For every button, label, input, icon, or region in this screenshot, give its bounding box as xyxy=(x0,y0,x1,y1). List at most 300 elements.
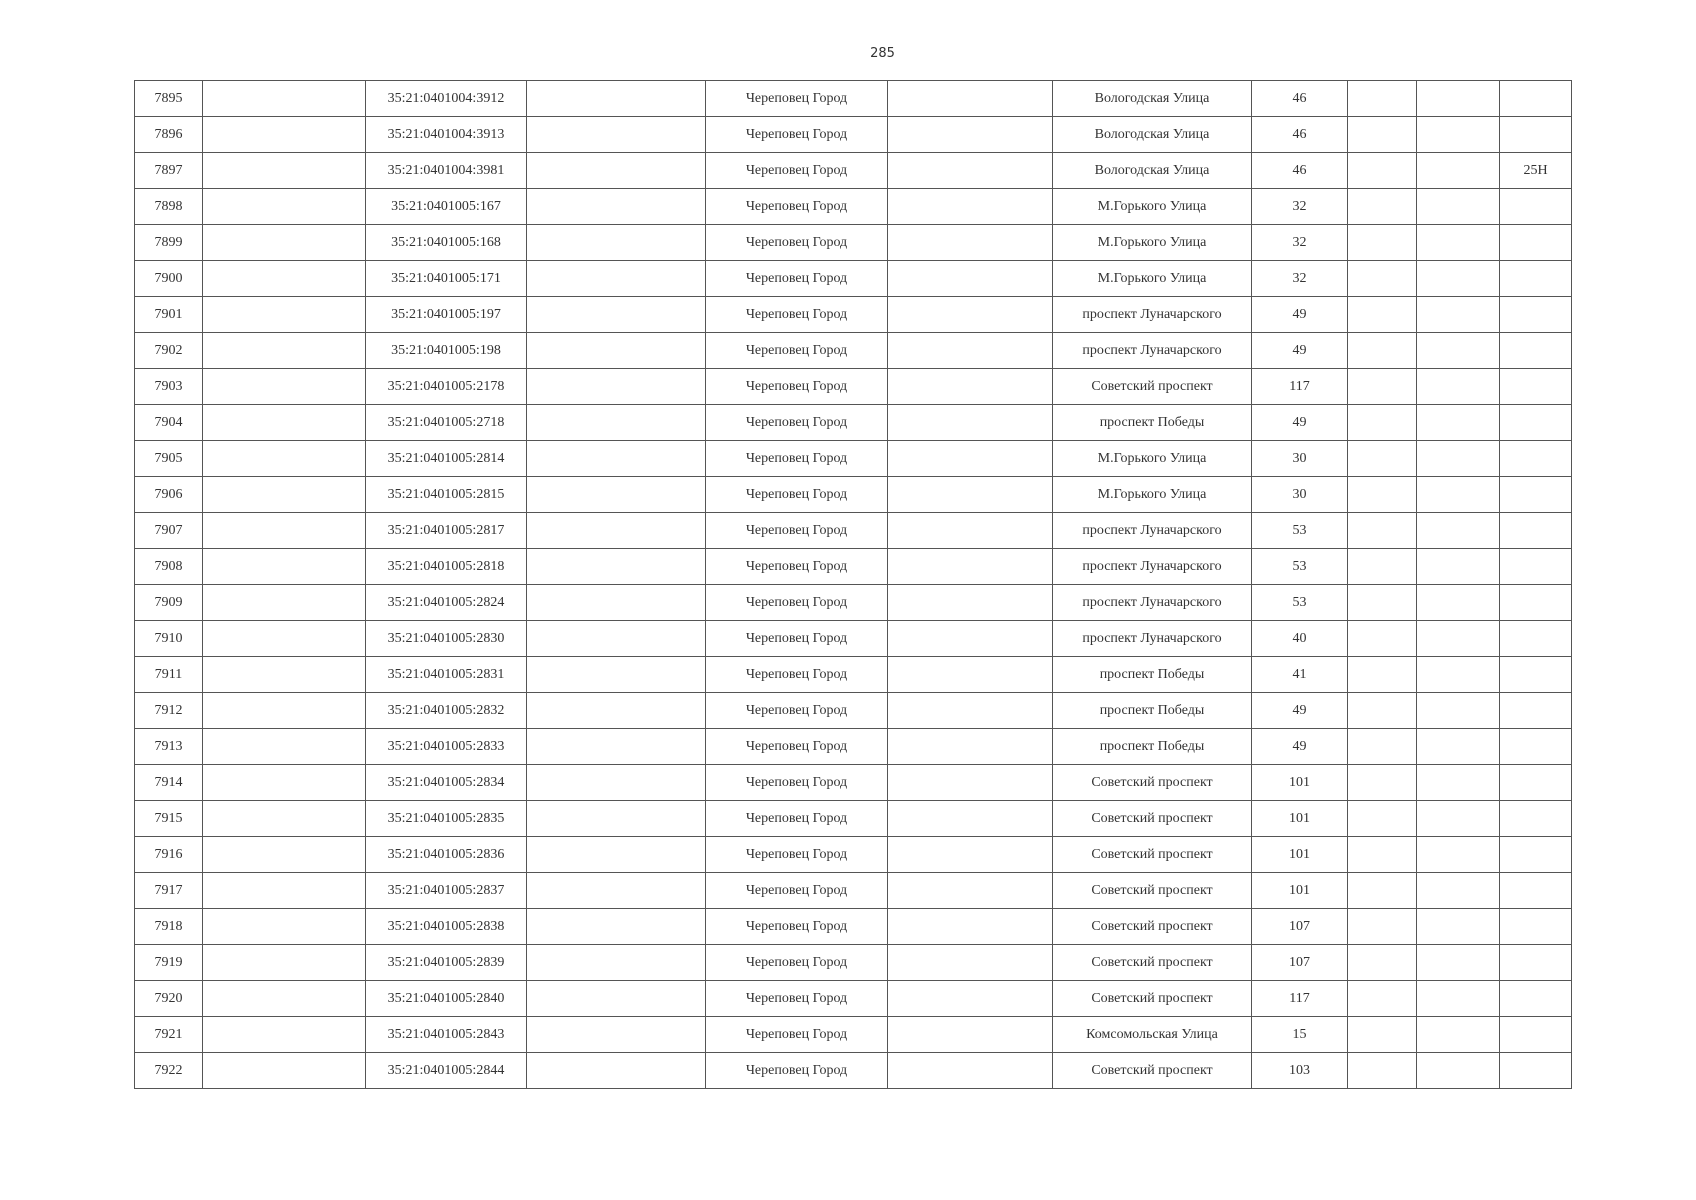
table-row xyxy=(135,1053,1572,1089)
empty-cell xyxy=(888,873,1053,909)
cadastral-number-cell: 35:21:0401005:2834 xyxy=(366,765,527,801)
row-number-cell: 7911 xyxy=(135,657,203,693)
house-number-cell: 49 xyxy=(1252,405,1348,441)
empty-cell xyxy=(888,1017,1053,1053)
row-number-cell: 7901 xyxy=(135,297,203,333)
house-number-cell: 32 xyxy=(1252,261,1348,297)
city-cell: Череповец Город xyxy=(706,225,888,261)
cadastral-number-cell: 35:21:0401005:2833 xyxy=(366,729,527,765)
empty-cell xyxy=(527,297,706,333)
row-number-cell: 7912 xyxy=(135,693,203,729)
unit-cell xyxy=(1500,405,1572,441)
empty-cell xyxy=(203,153,366,189)
empty-cell xyxy=(1348,549,1417,585)
city-cell: Череповец Город xyxy=(706,873,888,909)
empty-cell xyxy=(203,801,366,837)
table-row xyxy=(135,261,1572,297)
house-number-cell: 41 xyxy=(1252,657,1348,693)
empty-cell xyxy=(1348,873,1417,909)
empty-cell xyxy=(1417,729,1500,765)
empty-cell xyxy=(203,981,366,1017)
empty-cell xyxy=(1417,333,1500,369)
unit-cell xyxy=(1500,477,1572,513)
city-cell: Череповец Город xyxy=(706,513,888,549)
table-row xyxy=(135,369,1572,405)
table-row xyxy=(135,297,1572,333)
cadastral-number-cell: 35:21:0401005:171 xyxy=(366,261,527,297)
street-cell: Советский проспект xyxy=(1053,801,1252,837)
table-row xyxy=(135,549,1572,585)
unit-cell xyxy=(1500,297,1572,333)
unit-cell xyxy=(1500,621,1572,657)
empty-cell xyxy=(527,225,706,261)
city-cell: Череповец Город xyxy=(706,1053,888,1089)
city-cell: Череповец Город xyxy=(706,477,888,513)
house-number-cell: 101 xyxy=(1252,765,1348,801)
empty-cell xyxy=(1417,117,1500,153)
unit-cell xyxy=(1500,333,1572,369)
row-number-cell: 7905 xyxy=(135,441,203,477)
city-cell: Череповец Город xyxy=(706,1017,888,1053)
row-number-cell: 7922 xyxy=(135,1053,203,1089)
table-row xyxy=(135,477,1572,513)
empty-cell xyxy=(1417,837,1500,873)
row-number-cell: 7897 xyxy=(135,153,203,189)
empty-cell xyxy=(527,981,706,1017)
street-cell: проспект Победы xyxy=(1053,405,1252,441)
empty-cell xyxy=(888,1053,1053,1089)
empty-cell xyxy=(527,945,706,981)
unit-cell xyxy=(1500,693,1572,729)
empty-cell xyxy=(203,1017,366,1053)
city-cell: Череповец Город xyxy=(706,549,888,585)
unit-cell xyxy=(1500,945,1572,981)
empty-cell xyxy=(203,909,366,945)
unit-cell xyxy=(1500,837,1572,873)
empty-cell xyxy=(527,693,706,729)
table-row xyxy=(135,729,1572,765)
empty-cell xyxy=(1417,945,1500,981)
street-cell: М.Горького Улица xyxy=(1053,225,1252,261)
street-cell: Вологодская Улица xyxy=(1053,153,1252,189)
house-number-cell: 32 xyxy=(1252,225,1348,261)
street-cell: проспект Луначарского xyxy=(1053,513,1252,549)
empty-cell xyxy=(888,585,1053,621)
table-row xyxy=(135,909,1572,945)
city-cell: Череповец Город xyxy=(706,297,888,333)
empty-cell xyxy=(1348,657,1417,693)
row-number-cell: 7913 xyxy=(135,729,203,765)
page-number: 285 xyxy=(870,46,895,61)
empty-cell xyxy=(1348,1017,1417,1053)
empty-cell xyxy=(527,801,706,837)
empty-cell xyxy=(1417,189,1500,225)
house-number-cell: 49 xyxy=(1252,729,1348,765)
city-cell: Череповец Город xyxy=(706,189,888,225)
property-registry-table xyxy=(134,80,1572,1089)
house-number-cell: 107 xyxy=(1252,945,1348,981)
empty-cell xyxy=(203,261,366,297)
table-row xyxy=(135,1017,1572,1053)
row-number-cell: 7916 xyxy=(135,837,203,873)
table-row xyxy=(135,333,1572,369)
row-number-cell: 7914 xyxy=(135,765,203,801)
empty-cell xyxy=(888,441,1053,477)
empty-cell xyxy=(1348,621,1417,657)
unit-cell xyxy=(1500,981,1572,1017)
empty-cell xyxy=(888,729,1053,765)
empty-cell xyxy=(888,513,1053,549)
empty-cell xyxy=(888,405,1053,441)
street-cell: Советский проспект xyxy=(1053,945,1252,981)
unit-cell xyxy=(1500,657,1572,693)
row-number-cell: 7919 xyxy=(135,945,203,981)
row-number-cell: 7921 xyxy=(135,1017,203,1053)
house-number-cell: 103 xyxy=(1252,1053,1348,1089)
empty-cell xyxy=(1348,585,1417,621)
empty-cell xyxy=(1417,153,1500,189)
cadastral-number-cell: 35:21:0401005:2836 xyxy=(366,837,527,873)
cadastral-number-cell: 35:21:0401005:2830 xyxy=(366,621,527,657)
city-cell: Череповец Город xyxy=(706,153,888,189)
cadastral-number-cell: 35:21:0401004:3912 xyxy=(366,81,527,117)
empty-cell xyxy=(527,117,706,153)
street-cell: проспект Луначарского xyxy=(1053,333,1252,369)
cadastral-number-cell: 35:21:0401005:2817 xyxy=(366,513,527,549)
house-number-cell: 46 xyxy=(1252,117,1348,153)
unit-cell xyxy=(1500,909,1572,945)
unit-cell: 25Н xyxy=(1500,153,1572,189)
empty-cell xyxy=(527,909,706,945)
empty-cell xyxy=(527,81,706,117)
cadastral-number-cell: 35:21:0401005:198 xyxy=(366,333,527,369)
empty-cell xyxy=(1417,477,1500,513)
empty-cell xyxy=(888,261,1053,297)
empty-cell xyxy=(203,621,366,657)
cadastral-number-cell: 35:21:0401005:2178 xyxy=(366,369,527,405)
empty-cell xyxy=(203,513,366,549)
empty-cell xyxy=(203,297,366,333)
city-cell: Череповец Город xyxy=(706,909,888,945)
street-cell: М.Горького Улица xyxy=(1053,441,1252,477)
street-cell: проспект Луначарского xyxy=(1053,297,1252,333)
empty-cell xyxy=(203,333,366,369)
empty-cell xyxy=(1417,297,1500,333)
row-number-cell: 7896 xyxy=(135,117,203,153)
empty-cell xyxy=(203,549,366,585)
cadastral-number-cell: 35:21:0401005:197 xyxy=(366,297,527,333)
empty-cell xyxy=(527,1017,706,1053)
empty-cell xyxy=(888,477,1053,513)
empty-cell xyxy=(1348,477,1417,513)
table-row xyxy=(135,513,1572,549)
row-number-cell: 7910 xyxy=(135,621,203,657)
cadastral-number-cell: 35:21:0401005:2844 xyxy=(366,1053,527,1089)
empty-cell xyxy=(1348,153,1417,189)
table-row xyxy=(135,837,1572,873)
table-row xyxy=(135,801,1572,837)
empty-cell xyxy=(1348,693,1417,729)
street-cell: М.Горького Улица xyxy=(1053,261,1252,297)
unit-cell xyxy=(1500,549,1572,585)
empty-cell xyxy=(527,1053,706,1089)
city-cell: Череповец Город xyxy=(706,693,888,729)
empty-cell xyxy=(527,549,706,585)
street-cell: Советский проспект xyxy=(1053,369,1252,405)
house-number-cell: 30 xyxy=(1252,477,1348,513)
empty-cell xyxy=(888,765,1053,801)
empty-cell xyxy=(1348,981,1417,1017)
house-number-cell: 40 xyxy=(1252,621,1348,657)
empty-cell xyxy=(527,189,706,225)
empty-cell xyxy=(1417,441,1500,477)
empty-cell xyxy=(1348,765,1417,801)
street-cell: Вологодская Улица xyxy=(1053,81,1252,117)
cadastral-number-cell: 35:21:0401005:2831 xyxy=(366,657,527,693)
cadastral-number-cell: 35:21:0401005:2839 xyxy=(366,945,527,981)
empty-cell xyxy=(888,81,1053,117)
street-cell: проспект Победы xyxy=(1053,657,1252,693)
empty-cell xyxy=(527,765,706,801)
empty-cell xyxy=(203,585,366,621)
house-number-cell: 101 xyxy=(1252,837,1348,873)
empty-cell xyxy=(203,693,366,729)
city-cell: Череповец Город xyxy=(706,261,888,297)
unit-cell xyxy=(1500,369,1572,405)
empty-cell xyxy=(888,225,1053,261)
city-cell: Череповец Город xyxy=(706,621,888,657)
unit-cell xyxy=(1500,801,1572,837)
street-cell: проспект Луначарского xyxy=(1053,621,1252,657)
unit-cell xyxy=(1500,225,1572,261)
empty-cell xyxy=(888,297,1053,333)
empty-cell xyxy=(888,369,1053,405)
empty-cell xyxy=(1348,513,1417,549)
house-number-cell: 53 xyxy=(1252,585,1348,621)
empty-cell xyxy=(527,837,706,873)
cadastral-number-cell: 35:21:0401005:2815 xyxy=(366,477,527,513)
street-cell: проспект Луначарского xyxy=(1053,549,1252,585)
unit-cell xyxy=(1500,513,1572,549)
empty-cell xyxy=(203,1053,366,1089)
unit-cell xyxy=(1500,117,1572,153)
empty-cell xyxy=(1417,909,1500,945)
row-number-cell: 7902 xyxy=(135,333,203,369)
row-number-cell: 7917 xyxy=(135,873,203,909)
empty-cell xyxy=(203,837,366,873)
street-cell: Комсомольская Улица xyxy=(1053,1017,1252,1053)
row-number-cell: 7915 xyxy=(135,801,203,837)
row-number-cell: 7900 xyxy=(135,261,203,297)
empty-cell xyxy=(1417,585,1500,621)
street-cell: Советский проспект xyxy=(1053,1053,1252,1089)
table-row xyxy=(135,405,1572,441)
empty-cell xyxy=(888,909,1053,945)
empty-cell xyxy=(1417,621,1500,657)
city-cell: Череповец Город xyxy=(706,441,888,477)
cadastral-number-cell: 35:21:0401004:3913 xyxy=(366,117,527,153)
table-row xyxy=(135,189,1572,225)
empty-cell xyxy=(1348,909,1417,945)
empty-cell xyxy=(1417,81,1500,117)
cadastral-number-cell: 35:21:0401005:2718 xyxy=(366,405,527,441)
empty-cell xyxy=(888,945,1053,981)
empty-cell xyxy=(1348,189,1417,225)
empty-cell xyxy=(203,81,366,117)
empty-cell xyxy=(1348,405,1417,441)
city-cell: Череповец Город xyxy=(706,657,888,693)
house-number-cell: 53 xyxy=(1252,513,1348,549)
empty-cell xyxy=(888,153,1053,189)
empty-cell xyxy=(203,117,366,153)
unit-cell xyxy=(1500,189,1572,225)
empty-cell xyxy=(527,621,706,657)
empty-cell xyxy=(527,513,706,549)
row-number-cell: 7906 xyxy=(135,477,203,513)
cadastral-number-cell: 35:21:0401005:2835 xyxy=(366,801,527,837)
row-number-cell: 7898 xyxy=(135,189,203,225)
empty-cell xyxy=(1348,225,1417,261)
house-number-cell: 101 xyxy=(1252,873,1348,909)
city-cell: Череповец Город xyxy=(706,801,888,837)
empty-cell xyxy=(1417,873,1500,909)
street-cell: М.Горького Улица xyxy=(1053,477,1252,513)
empty-cell xyxy=(527,585,706,621)
street-cell: Советский проспект xyxy=(1053,873,1252,909)
empty-cell xyxy=(203,441,366,477)
empty-cell xyxy=(888,693,1053,729)
street-cell: проспект Победы xyxy=(1053,729,1252,765)
empty-cell xyxy=(203,765,366,801)
empty-cell xyxy=(1348,333,1417,369)
house-number-cell: 101 xyxy=(1252,801,1348,837)
empty-cell xyxy=(203,405,366,441)
empty-cell xyxy=(527,153,706,189)
house-number-cell: 49 xyxy=(1252,333,1348,369)
street-cell: Советский проспект xyxy=(1053,981,1252,1017)
house-number-cell: 117 xyxy=(1252,369,1348,405)
house-number-cell: 46 xyxy=(1252,153,1348,189)
unit-cell xyxy=(1500,261,1572,297)
table-row xyxy=(135,81,1572,117)
empty-cell xyxy=(888,333,1053,369)
empty-cell xyxy=(1417,981,1500,1017)
row-number-cell: 7907 xyxy=(135,513,203,549)
table-row xyxy=(135,981,1572,1017)
row-number-cell: 7904 xyxy=(135,405,203,441)
empty-cell xyxy=(1417,1053,1500,1089)
empty-cell xyxy=(888,117,1053,153)
empty-cell xyxy=(1417,261,1500,297)
house-number-cell: 30 xyxy=(1252,441,1348,477)
city-cell: Череповец Город xyxy=(706,729,888,765)
empty-cell xyxy=(1348,729,1417,765)
empty-cell xyxy=(1348,81,1417,117)
street-cell: Советский проспект xyxy=(1053,765,1252,801)
empty-cell xyxy=(1417,693,1500,729)
house-number-cell: 53 xyxy=(1252,549,1348,585)
cadastral-number-cell: 35:21:0401005:167 xyxy=(366,189,527,225)
empty-cell xyxy=(1417,369,1500,405)
table-row xyxy=(135,945,1572,981)
cadastral-number-cell: 35:21:0401005:2824 xyxy=(366,585,527,621)
table-row xyxy=(135,873,1572,909)
city-cell: Череповец Город xyxy=(706,81,888,117)
unit-cell xyxy=(1500,441,1572,477)
empty-cell xyxy=(1348,1053,1417,1089)
unit-cell xyxy=(1500,585,1572,621)
empty-cell xyxy=(1417,801,1500,837)
empty-cell xyxy=(527,333,706,369)
empty-cell xyxy=(203,657,366,693)
city-cell: Череповец Город xyxy=(706,405,888,441)
empty-cell xyxy=(1417,405,1500,441)
street-cell: проспект Луначарского xyxy=(1053,585,1252,621)
empty-cell xyxy=(203,477,366,513)
city-cell: Череповец Город xyxy=(706,369,888,405)
row-number-cell: 7899 xyxy=(135,225,203,261)
street-cell: Вологодская Улица xyxy=(1053,117,1252,153)
empty-cell xyxy=(1348,261,1417,297)
empty-cell xyxy=(527,729,706,765)
cadastral-number-cell: 35:21:0401005:2814 xyxy=(366,441,527,477)
house-number-cell: 15 xyxy=(1252,1017,1348,1053)
city-cell: Череповец Город xyxy=(706,333,888,369)
table-body xyxy=(135,81,1572,1089)
empty-cell xyxy=(888,549,1053,585)
empty-cell xyxy=(203,225,366,261)
empty-cell xyxy=(888,801,1053,837)
unit-cell xyxy=(1500,729,1572,765)
row-number-cell: 7895 xyxy=(135,81,203,117)
city-cell: Череповец Город xyxy=(706,837,888,873)
table-row xyxy=(135,765,1572,801)
empty-cell xyxy=(203,945,366,981)
cadastral-number-cell: 35:21:0401005:168 xyxy=(366,225,527,261)
unit-cell xyxy=(1500,765,1572,801)
table-row xyxy=(135,441,1572,477)
empty-cell xyxy=(1417,225,1500,261)
table-row xyxy=(135,153,1572,189)
empty-cell xyxy=(203,189,366,225)
empty-cell xyxy=(888,189,1053,225)
empty-cell xyxy=(1348,441,1417,477)
row-number-cell: 7908 xyxy=(135,549,203,585)
table-row xyxy=(135,621,1572,657)
house-number-cell: 49 xyxy=(1252,297,1348,333)
empty-cell xyxy=(527,441,706,477)
city-cell: Череповец Город xyxy=(706,765,888,801)
street-cell: Советский проспект xyxy=(1053,909,1252,945)
cadastral-number-cell: 35:21:0401005:2818 xyxy=(366,549,527,585)
house-number-cell: 46 xyxy=(1252,81,1348,117)
empty-cell xyxy=(1348,297,1417,333)
empty-cell xyxy=(527,261,706,297)
empty-cell xyxy=(1417,1017,1500,1053)
unit-cell xyxy=(1500,1017,1572,1053)
empty-cell xyxy=(888,837,1053,873)
empty-cell xyxy=(527,369,706,405)
empty-cell xyxy=(527,873,706,909)
street-cell: М.Горького Улица xyxy=(1053,189,1252,225)
unit-cell xyxy=(1500,1053,1572,1089)
house-number-cell: 49 xyxy=(1252,693,1348,729)
empty-cell xyxy=(1417,657,1500,693)
city-cell: Череповец Город xyxy=(706,117,888,153)
empty-cell xyxy=(203,729,366,765)
table-row xyxy=(135,117,1572,153)
cadastral-number-cell: 35:21:0401004:3981 xyxy=(366,153,527,189)
